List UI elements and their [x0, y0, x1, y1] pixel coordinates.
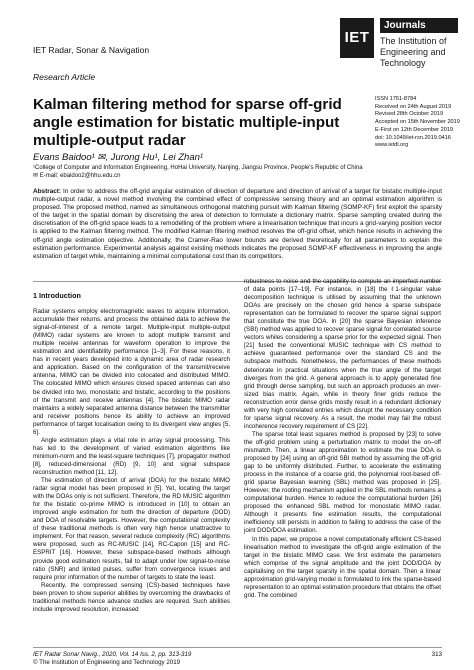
author-list: Evans Baidoo¹ ✉, Jurong Hu¹, Lei Zhan¹ — [33, 152, 204, 163]
ietdl-link[interactable]: www.ietdl.org — [375, 142, 409, 149]
author-email[interactable]: ✉ E-mail: ebaidoo2@hhu.edu.cn — [33, 173, 121, 179]
citation-text: IET Radar Sonar Navig., 2020, Vol. 14 Iss. 2, pp. 313-319 — [33, 651, 192, 658]
page-footer — [33, 651, 442, 667]
affiliations — [33, 164, 453, 180]
abstract-text: In order to address the off-grid angular estimation of direction of departure and direction of arrival of a target for bistatic multiple-input multiple-output radar, a novel method involving the combined effect of compressive sensing theory and an optimal estimation algorithm is proposed. The proposed method, named as simultaneous orthogonal matching pursuit with Kalman filtering (SOMP-KF) first exploit the sparsity of the target in the spatial domain by discretising the area of detection to formulate a dictionary matrix. Sparse sampling created during the discretisation of the off-grid space leads to a remodelling of the problem where a linearisation technique that incurs a grid-varying position vector is applied to the Kalman filtering method. The modified Kalman filtering method resolves the off-grid offset, which hence results in achieving the off-grid angle estimation objective. Additionally, the Cramer-Rao lower bounds are derived theoretically for all parameters to explain the estimation performance. Experimental analysis against existing methods indicates the proposed SOMP-KF effectiveness in improving the angle estimation of target while, maintaining a minimal computational cost than its competitors. — [33, 188, 442, 260]
article-type: Research Article — [33, 72, 96, 82]
citation-line — [33, 651, 442, 659]
paper-title: Kalman filtering method for sparse off-grid angle estimation for bistatic multiple-input multiple-output radar — [33, 96, 342, 149]
section-heading-introduction: 1 Introduction — [33, 291, 81, 300]
footer-divider — [33, 647, 442, 648]
affiliation-line: ¹College of Computer and Information Engineering, HoHai University, Nanjing, Jiangsu Province, People's Republic of China — [33, 165, 363, 171]
copyright-line: © The Institution of Engineering and Technology 2019 — [33, 659, 181, 666]
body-paragraph: In this paper, we propose a novel computationally efficient CS-based linearisation method to investigate the off-grid angle estimation of the target in the bistatic MIMO case. We first estimate the parameters which comprise of the signal amplitude and the joint DOD/DOA by capitalising on the target sparsity in the spatial domain. Then a linear approximation grid-varying model is formulated to link the sparse-based representation to an optimal estimation procedure that obtains the offset grid. The combined — [244, 535, 441, 599]
received-date: Received on 24th August 2019 — [375, 103, 452, 110]
body-paragraph: The sparse total least squares method is proposed by [23] to solve the off-grid problem using a perturbation matrix to model the on–off mismatch. Then, a linear approximation to estimate the true DOA is proposed by [24] using an off-grid SBI method by assuming the off-grid gap to be uniformly distributed. Further, to accelerate the estimating process in the instance of a coarse grid, the polynomial root-based off-grid sparse Bayesian learning (SBL) method was proposed in [25]. However, the rooting mechanism applied in the SBL methods remains a computational burden. Hence to reduce the computational burden [26] proposed the enhanced SBL method for monostatic MIMO radar. Although it presents fine estimation results, the computational inefficiency still persists in addition to failing to address the case of the joint DOD/DOA estimation. — [244, 430, 441, 535]
revised-date: Revised 28th October 2019 — [375, 111, 444, 118]
journal-name: IET Radar, Sonar & Navigation — [33, 45, 150, 55]
efirst-date: E-First on 12th December 2019 — [375, 126, 454, 133]
doi-link[interactable]: doi: 10.1049/iet-rsn.2019.0416 — [375, 134, 451, 141]
iet-logo-mark: IET — [340, 18, 374, 58]
article-metadata — [375, 96, 470, 150]
abstract-label: Abstract: — [33, 188, 62, 195]
page-number: 313 — [431, 651, 442, 658]
logo-journals-label: Journals — [380, 18, 458, 33]
body-paragraph: Angle estimation plays a vital role in array signal processing. This has led to the development of varied estimation algorithms like minimum-norm and the least-square techniques [7], propagator method [8], reduced-dimensional (RD) [9, 10] and signal subspace reconstruction method [11, 12]. — [33, 436, 230, 476]
body-paragraph: Radar systems employ electromagnetic waves to acquire information, accumulate their returns, and process the obtained data to achieve the signal-of-interest of a remote target. Multiple-input multiple-output (MIMO) radar systems are known to adopt multiple transmit and multiple receive antennas for waveform operation to improve the estimation and identifiability performance [1–3]. For these reasons, it has in recent years developed into a dynamic area of radar research and application. Based on the configuration of the transmit/receive antenna, MIMO can be divided into colocated and distributed MIMO. The colocated MIMO which ensures closed spaced antennas can also be divided into two, monostatic and bistatic, according to the positions of the transmit and receive antennas [4]. The bistatic MIMO radar maintains a widely separated antenna distance between the transmitter and receiver positions hence its ability to achieve an improved performance of target localisation owing to its divergent view angles [5, 6]. — [33, 308, 230, 436]
issn: ISSN 1751-8784 — [375, 96, 417, 102]
iet-journals-logo — [340, 18, 460, 78]
body-paragraph: robustness to noise and the capability to compute an imperfect number of data points [17–19]. For instance, in [18] the ℓ1-singular value decomposition technique is utilised by assuming that the unknown DOAs are precisely on the chosen grid hence a sparse subspace representation can be formulated to recover the sparse signal support that constitute the true DOA. In [20] the sparse Bayesian inference (SBI) method was applied to recover sparse signal for correlated source vectors whiles considering a sparse prior for the expected signal. Then [21] fused the conventional MUSIC technique with CS method to achieve guaranteed performance over the standard CS and the subspace methods. Nonetheless, the performances of these methods deteriorate in practical situations when the true angle of the target diverges from the grid. A general approach is to apply generated fine grid through dense sampling, but such an approach produces an over-sized bias matrix. Again, while in theory finer grids reduce the reconstruction error dense grids mostly result in a redundant dictionary with very high correlated entries which disrupt the necessary condition for sparse signal recovery. As a result, the model may fail the robust incoherence recovery requirement of CS [22]. — [244, 278, 441, 430]
accepted-date: Accepted on 15th November 2019 — [375, 119, 460, 126]
abstract — [33, 188, 442, 261]
right-column — [244, 278, 441, 600]
logo-institution-line1: The Institution of — [380, 36, 447, 46]
body-paragraph: The estimation of direction of arrival (DOA) for the bistatic MIMO radar signal model has been proposed in [5]. Yet, locating the target with the DOAs only is not sufficient. Therefore, the RD MUSIC algorithm for the bistatic co-prime MIMO is introduced in [10] to obtain an improved angle estimation for both the direction of departure (DOD) and DOA of resolvable targets. However, the computational complexity of these traditional methods is often very high hence unattractive to implement. For that reason, several reduce complexity (RC) algorithms were proposed, such as RC-MUSIC [14], RC-Capon [15] and RC-ESPRIT [16]. However, these subspace-based methods although provide good estimation results, fail to adapt under low signal-to-noise ratio (SNR) and limited pulses, suffer from convergence issues and require prior information of the number of targets to state the least. — [33, 477, 230, 581]
body-paragraph: Recently, the compressed sensing (CS)-based techniques have been proven to show superior abilities by overcoming the drawbacks of traditional methods hence advance studies are required. Such abilities include improved resolution, increased — [33, 581, 230, 613]
left-column — [33, 292, 230, 614]
logo-institution-name — [380, 36, 460, 69]
logo-institution-line2: Engineering and Technology — [380, 47, 446, 68]
